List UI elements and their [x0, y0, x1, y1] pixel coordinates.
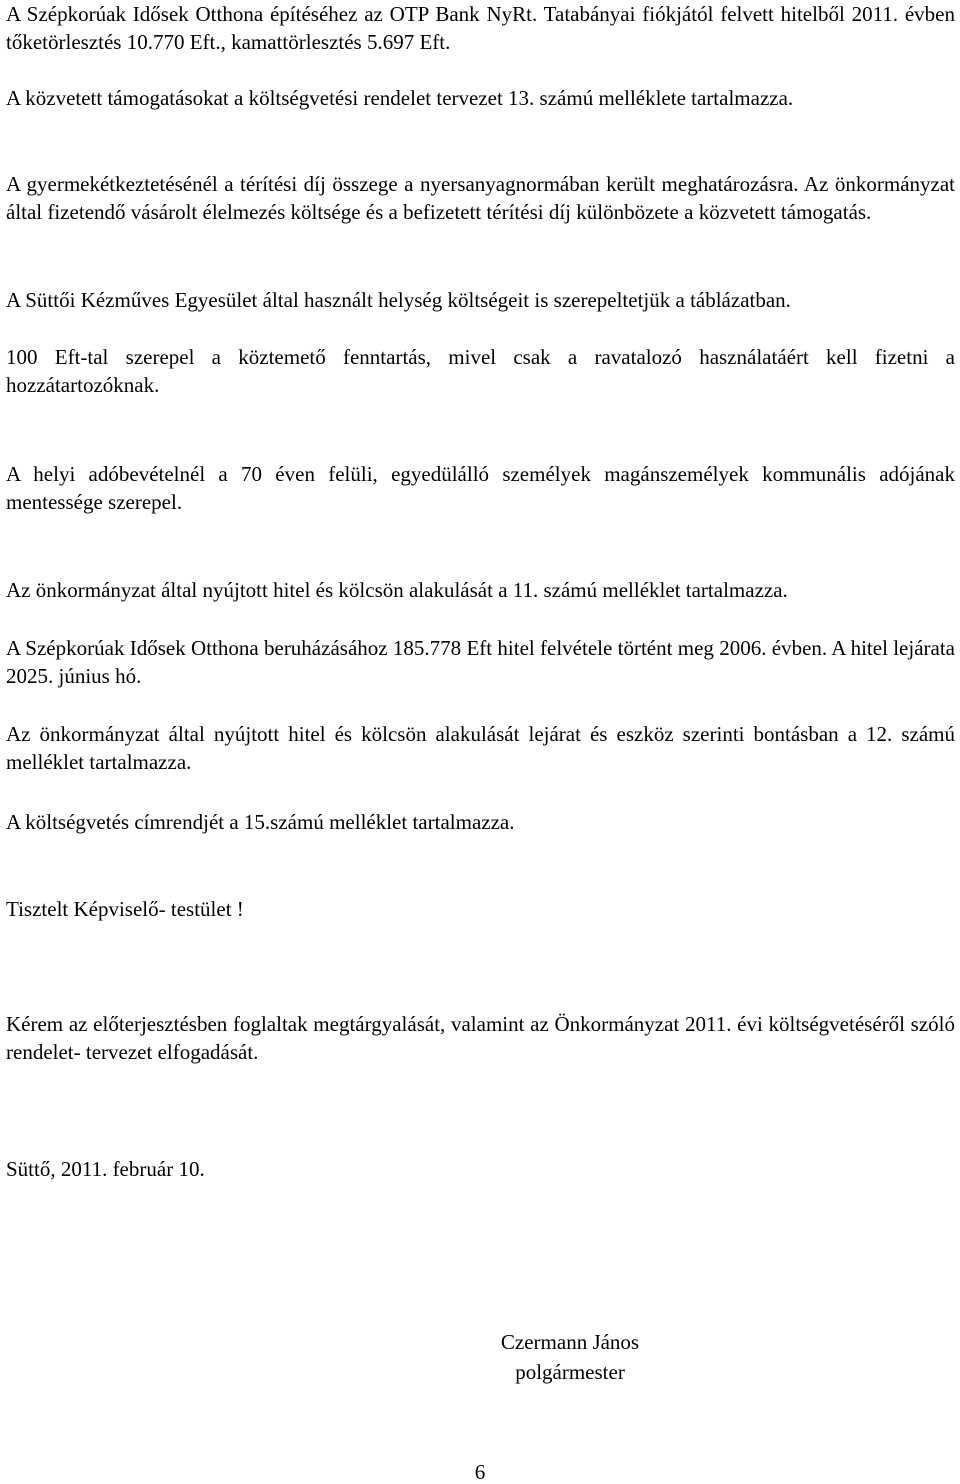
paragraph-child-catering: A gyermekétkeztetésénél a térítési díj összege a nyersanyagnormában került meghatározásra. Az önkormányzat által fizetendő vásárolt élelmezés költsége és a befizetett térítési díj különbözete a közvetett támogatás. — [6, 172, 955, 224]
paragraph-indirect-support: A közvetett támogatásokat a költségvetési rendelet tervezet 13. számú melléklete tartalmazza. — [6, 86, 794, 110]
paragraph-loans-annex-12: Az önkormányzat által nyújtott hitel és kölcsön alakulását lejárat és eszköz szerinti bontásban a 12. számú melléklet tartalmazza. — [6, 722, 955, 774]
salutation: Tisztelt Képviselő- testület ! — [6, 897, 244, 921]
place-date: Süttő, 2011. február 10. — [6, 1157, 205, 1181]
paragraph-local-tax: A helyi adóbevételnél a 70 éven felüli, egyedülálló személyek magánszemélyek kommunális adójának mentessége szerepel. — [6, 462, 955, 514]
paragraph-loans-annex-11: Az önkormányzat által nyújtott hitel és kölcsön alakulását a 11. számú melléklet tartalmazza. — [6, 578, 788, 602]
signature-title: polgármester — [515, 1360, 625, 1384]
paragraph-elderly-home-loan: A Szépkorúak Idősek Otthona beruházásához 185.778 Eft hitel felvétele történt meg 2006. évben. A hitel lejárata 2025. június hó. — [6, 636, 955, 688]
paragraph-cemetery: 100 Eft-tal szerepel a köztemető fenntartás, mivel csak a ravatalozó használatáért kell fizetni a hozzátartozóknak. — [6, 345, 955, 397]
paragraph-request: Kérem az előterjesztésben foglaltak megtárgyalását, valamint az Önkormányzat 2011. évi költségvetéséről szóló rendelet- tervezet elfogadását. — [6, 1012, 955, 1064]
paragraph-loan-repayment: A Szépkorúak Idősek Otthona építéséhez az OTP Bank NyRt. Tatabányai fiókjától felvett hitelből 2011. évben tőketörlesztés 10.770 Eft., kamattörlesztés 5.697 Eft. — [6, 2, 955, 54]
paragraph-craft-association: A Süttői Kézműves Egyesület által használt helység költségeit is szerepeltetjük a táblázatban. — [6, 288, 791, 312]
paragraph-budget-titles: A költségvetés címrendjét a 15.számú melléklet tartalmazza. — [6, 810, 515, 834]
signature-name: Czermann János — [500, 1330, 640, 1354]
page-number: 6 — [474, 1460, 486, 1484]
